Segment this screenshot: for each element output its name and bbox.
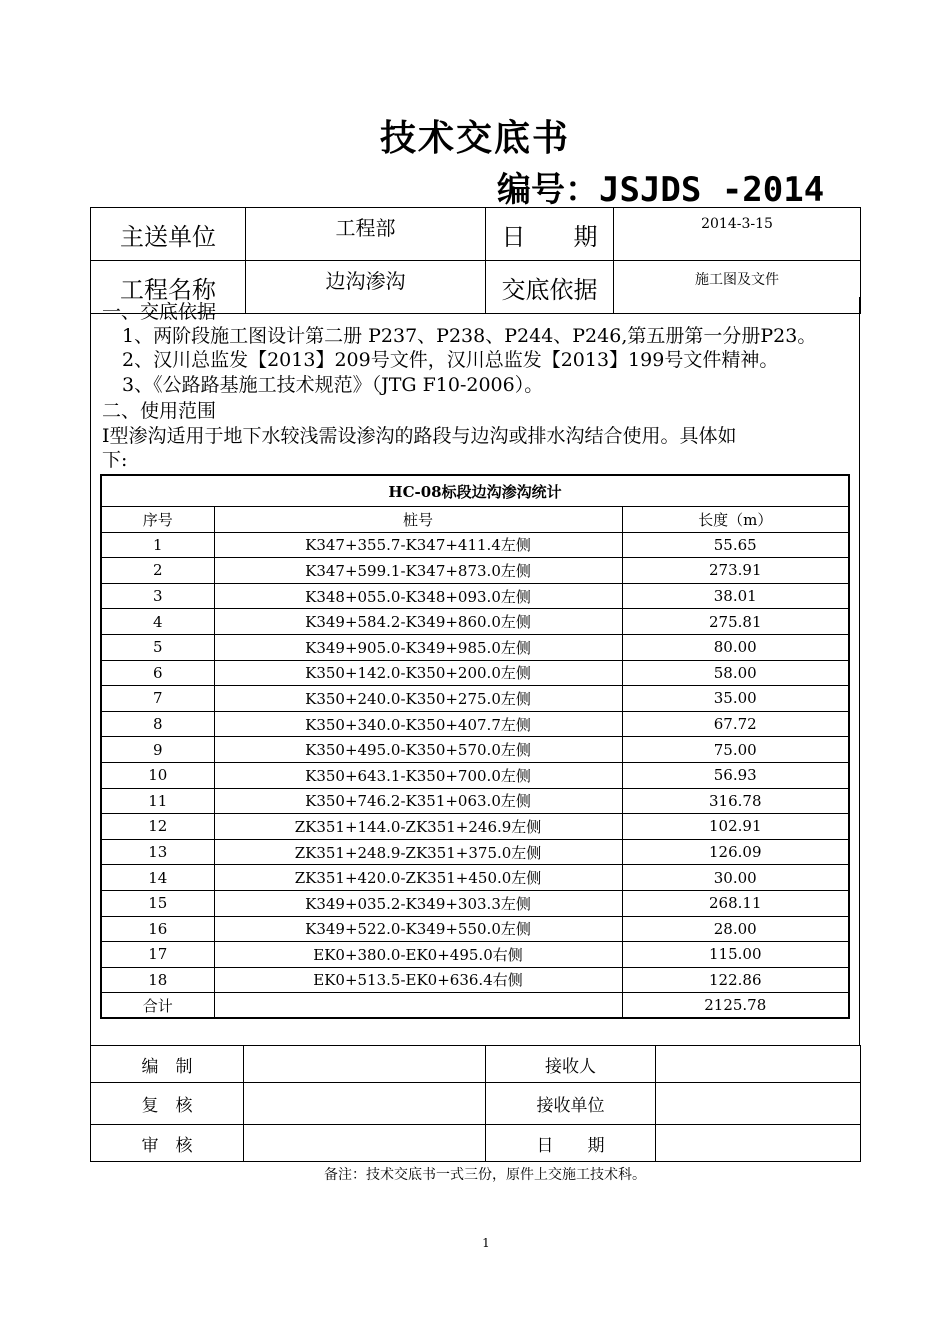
row-no: 11: [101, 788, 214, 814]
receiver-unit-field[interactable]: [656, 1083, 861, 1125]
row-length: 275.81: [622, 609, 849, 635]
receiver-label: 接收人: [486, 1046, 656, 1083]
table-row: [101, 865, 849, 891]
scope-line-1: I型渗沟适用于地下水较浅需设渗沟的路段与边沟或排水沟结合使用。具体如: [102, 425, 737, 447]
row-station: K350+746.2-K351+063.0左侧: [214, 788, 622, 814]
row-length: 316.78: [622, 788, 849, 814]
table-row: [101, 942, 849, 968]
row-no: 17: [101, 942, 214, 968]
row-station: K347+355.7-K347+411.4左侧: [214, 532, 622, 558]
row-length: 35.00: [622, 686, 849, 712]
scope-line-2: 下:: [102, 449, 128, 471]
table-row: [101, 788, 849, 814]
total-empty: [214, 993, 622, 1019]
row-no: 8: [101, 711, 214, 737]
table-row: [101, 762, 849, 788]
row-station: ZK351+144.0-ZK351+246.9左侧: [214, 814, 622, 840]
row-station: K349+035.2-K349+303.3左侧: [214, 890, 622, 916]
row-length: 75.00: [622, 737, 849, 763]
footer-note: 备注：技术交底书一式三份，原件上交施工技术科。: [324, 1167, 646, 1183]
basis-item-3: 3、《公路路基施工技术规范》（JTG F10-2006）。: [122, 374, 544, 396]
page-number: 1: [482, 1236, 490, 1250]
row-no: 5: [101, 634, 214, 660]
row-station: K350+142.0-K350+200.0左侧: [214, 660, 622, 686]
sign-date-field[interactable]: [656, 1125, 861, 1162]
date-label: 日 期: [486, 208, 614, 261]
row-length: 58.00: [622, 660, 849, 686]
row-no: 2: [101, 558, 214, 584]
basis-value: 施工图及文件: [614, 261, 861, 314]
section2-heading: 二、使用范围: [102, 400, 217, 422]
col-header-station: 桩号: [214, 507, 622, 533]
row-station: K349+905.0-K349+985.0左侧: [214, 634, 622, 660]
section1-heading: 一、交底依据: [102, 301, 217, 323]
review-label: 复 核: [91, 1083, 244, 1125]
row-length: 115.00: [622, 942, 849, 968]
row-station: EK0+380.0-EK0+495.0右侧: [214, 942, 622, 968]
project-label: 工程名称: [91, 261, 246, 314]
document-number: 编号：JSJDS -2014: [497, 170, 825, 210]
total-value: 2125.78: [622, 993, 849, 1019]
table-row: [101, 737, 849, 763]
audit-label: 审 核: [91, 1125, 244, 1162]
table-row: [101, 916, 849, 942]
row-station: K348+055.0-K348+093.0左侧: [214, 583, 622, 609]
dept-label: 主送单位: [91, 208, 246, 261]
total-row: [101, 993, 849, 1019]
table-row: [101, 660, 849, 686]
stats-caption: HC-08标段边沟渗沟统计: [101, 475, 849, 507]
row-length: 67.72: [622, 711, 849, 737]
receiver-field[interactable]: [656, 1046, 861, 1083]
signature-table: [90, 1045, 861, 1162]
row-no: 10: [101, 762, 214, 788]
row-station: K350+643.1-K350+700.0左侧: [214, 762, 622, 788]
row-no: 15: [101, 890, 214, 916]
row-no: 7: [101, 686, 214, 712]
row-length: 55.65: [622, 532, 849, 558]
col-header-length: 长度（m）: [622, 507, 849, 533]
basis-item-2: 2、汉川总监发【2013】209号文件，汉川总监发【2013】199号文件精神。: [122, 349, 779, 371]
row-station: K349+522.0-K349+550.0左侧: [214, 916, 622, 942]
review-field[interactable]: [244, 1083, 486, 1125]
row-station: K347+599.1-K347+873.0左侧: [214, 558, 622, 584]
row-no: 18: [101, 967, 214, 993]
receiver-unit-label: 接收单位: [486, 1083, 656, 1125]
row-station: K350+340.0-K350+407.7左侧: [214, 711, 622, 737]
col-header-no: 序号: [101, 507, 214, 533]
row-length: 28.00: [622, 916, 849, 942]
row-length: 102.91: [622, 814, 849, 840]
row-no: 12: [101, 814, 214, 840]
row-station: EK0+513.5-EK0+636.4右侧: [214, 967, 622, 993]
row-no: 1: [101, 532, 214, 558]
row-length: 268.11: [622, 890, 849, 916]
basis-label: 交底依据: [486, 261, 614, 314]
table-row: [101, 686, 849, 712]
row-no: 9: [101, 737, 214, 763]
table-row: [101, 558, 849, 584]
compile-label: 编 制: [91, 1046, 244, 1083]
row-station: K350+495.0-K350+570.0左侧: [214, 737, 622, 763]
table-row: [101, 583, 849, 609]
row-length: 56.93: [622, 762, 849, 788]
row-length: 30.00: [622, 865, 849, 891]
table-row: [101, 634, 849, 660]
compile-field[interactable]: [244, 1046, 486, 1083]
row-length: 122.86: [622, 967, 849, 993]
row-no: 14: [101, 865, 214, 891]
sign-date-label: 日 期: [486, 1125, 656, 1162]
audit-field[interactable]: [244, 1125, 486, 1162]
table-row: [101, 532, 849, 558]
date-value: 2014-3-15: [614, 208, 861, 261]
stats-table: [100, 474, 850, 1019]
table-row: [101, 890, 849, 916]
row-no: 13: [101, 839, 214, 865]
project-value: 边沟渗沟: [246, 261, 486, 314]
table-row: [101, 711, 849, 737]
table-row: [101, 814, 849, 840]
table-row: [101, 967, 849, 993]
row-station: ZK351+248.9-ZK351+375.0左侧: [214, 839, 622, 865]
row-no: 6: [101, 660, 214, 686]
row-station: K349+584.2-K349+860.0左侧: [214, 609, 622, 635]
row-no: 4: [101, 609, 214, 635]
row-length: 126.09: [622, 839, 849, 865]
table-row: [101, 609, 849, 635]
row-station: K350+240.0-K350+275.0左侧: [214, 686, 622, 712]
table-row: [101, 839, 849, 865]
total-label: 合计: [101, 993, 214, 1019]
row-no: 16: [101, 916, 214, 942]
row-station: ZK351+420.0-ZK351+450.0左侧: [214, 865, 622, 891]
basis-item-1: 1、两阶段施工图设计第二册 P237、P238、P244、P246,第五册第一分册P23。: [122, 325, 817, 347]
row-no: 3: [101, 583, 214, 609]
row-length: 80.00: [622, 634, 849, 660]
document-title: 技术交底书: [379, 117, 570, 159]
row-length: 273.91: [622, 558, 849, 584]
row-length: 38.01: [622, 583, 849, 609]
dept-value: 工程部: [246, 208, 486, 261]
